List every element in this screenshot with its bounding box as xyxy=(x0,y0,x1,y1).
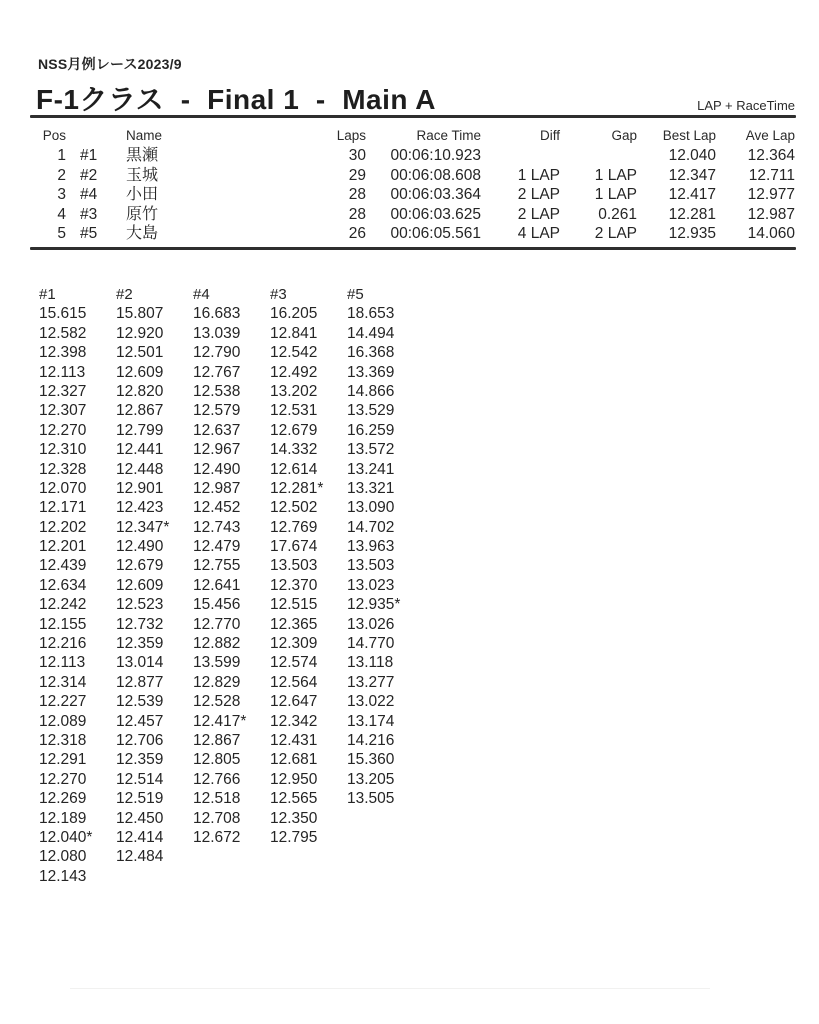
car-number-cell: #2 xyxy=(80,166,98,184)
lap-time: 12.679 xyxy=(270,421,318,439)
lap-time: 12.490 xyxy=(116,538,164,556)
race-time-cell: 00:06:03.625 xyxy=(390,205,481,223)
lap-time: 12.431 xyxy=(270,731,318,749)
lap-time: 12.269 xyxy=(39,790,87,808)
lap-time: 16.683 xyxy=(193,305,241,323)
lap-time: 12.542 xyxy=(270,344,318,362)
lap-column xyxy=(116,285,193,886)
lap-time: 15.807 xyxy=(116,305,164,323)
lap-time: 12.201 xyxy=(39,538,87,556)
lap-time: 16.259 xyxy=(347,421,395,439)
lap-time: 12.829 xyxy=(193,673,241,691)
lap-time: 14.866 xyxy=(347,382,395,400)
lap-time: 13.503 xyxy=(270,557,318,575)
header-best-lap: Best Lap xyxy=(662,128,716,143)
diff-cell: 2 LAP xyxy=(517,186,560,203)
lap-time: 12.920 xyxy=(116,324,164,342)
lap-time: 13.026 xyxy=(347,615,395,633)
lap-time: 14.770 xyxy=(347,635,395,653)
lap-time: 12.609 xyxy=(116,363,164,381)
lap-time: 12.202 xyxy=(39,518,87,536)
best-lap-cell: 12.935 xyxy=(668,225,716,242)
lap-time: 12.439 xyxy=(39,557,87,575)
lap-time: 12.614 xyxy=(270,460,318,478)
best-lap-cell: 12.347 xyxy=(668,166,716,184)
scan-artifact xyxy=(70,988,710,989)
lap-time: 12.370 xyxy=(270,576,318,594)
lap-time: 12.528 xyxy=(193,693,241,711)
lap-time: 12.967 xyxy=(193,441,241,459)
ave-lap-cell: 12.987 xyxy=(747,205,795,223)
car-number-cell: #1 xyxy=(80,147,98,164)
lap-time: 13.023 xyxy=(347,576,395,594)
lap-time: 14.216 xyxy=(347,731,395,749)
position-cell: 4 xyxy=(57,205,66,223)
lap-time: 14.332 xyxy=(270,441,318,459)
lap-time: 12.523 xyxy=(116,596,164,614)
lap-time: 12.882 xyxy=(193,635,241,653)
lap-time: 12.291 xyxy=(39,751,87,769)
lap-time: 12.790 xyxy=(193,344,241,362)
lap-time: 13.241 xyxy=(347,460,395,478)
ave-lap-cell: 12.364 xyxy=(747,147,795,164)
lap-time: 12.040* xyxy=(39,828,93,846)
lap-time: 12.350 xyxy=(270,809,318,827)
driver-name-cell: 小田 xyxy=(126,186,159,203)
lap-time: 12.281* xyxy=(270,479,324,497)
lap-time: 12.805 xyxy=(193,751,241,769)
lap-time: 12.309 xyxy=(270,635,318,653)
position-cell: 3 xyxy=(57,186,66,203)
lap-time: 17.674 xyxy=(270,538,318,556)
lap-time: 12.365 xyxy=(270,615,318,633)
lap-time: 13.529 xyxy=(347,402,395,420)
race-time-cell: 00:06:10.923 xyxy=(390,147,481,164)
lap-time: 12.216 xyxy=(39,635,87,653)
gap-cell: 0.261 xyxy=(598,205,637,223)
driver-name-cell: 黒瀬 xyxy=(126,147,159,164)
lap-time: 12.328 xyxy=(39,460,87,478)
header-laps: Laps xyxy=(336,128,366,143)
ave-lap-cell: 12.711 xyxy=(748,166,795,184)
lap-time: 12.519 xyxy=(116,790,164,808)
lap-time: 12.732 xyxy=(116,615,164,633)
ave-lap-cell: 14.060 xyxy=(747,225,795,242)
lap-time: 12.820 xyxy=(116,382,164,400)
lap-time: 13.202 xyxy=(270,382,318,400)
lap-time: 15.615 xyxy=(39,305,87,323)
header-name: Name xyxy=(126,128,163,143)
lap-time: 12.574 xyxy=(270,654,318,672)
lap-time: 12.242 xyxy=(39,596,87,614)
lap-time: 12.799 xyxy=(116,421,164,439)
diff-cell: 4 LAP xyxy=(517,225,560,242)
car-number-cell: #5 xyxy=(80,225,98,242)
results-header-row xyxy=(30,126,795,146)
lap-time: 12.867 xyxy=(193,731,241,749)
car-number-cell: #4 xyxy=(80,186,98,203)
lap-time: 12.518 xyxy=(193,790,241,808)
lap-column xyxy=(193,285,270,886)
lap-time: 12.766 xyxy=(193,770,241,788)
lap-time: 12.089 xyxy=(39,712,87,730)
lap-time: 12.070 xyxy=(39,479,87,497)
lap-time: 12.531 xyxy=(270,402,318,420)
car-number-cell: #3 xyxy=(80,205,98,223)
lap-time: 12.270 xyxy=(39,770,87,788)
lap-time: 12.310 xyxy=(39,441,87,459)
event-name: NSS月例レース2023/9 xyxy=(38,56,182,72)
lap-time: 12.359 xyxy=(116,635,164,653)
lap-time: 12.841 xyxy=(270,324,318,342)
lap-time: 12.769 xyxy=(270,518,318,536)
lap-time: 12.708 xyxy=(193,809,241,827)
lap-time: 13.022 xyxy=(347,693,395,711)
lap-column xyxy=(39,285,116,886)
lap-time: 12.514 xyxy=(116,770,164,788)
lap-time: 18.653 xyxy=(347,305,395,323)
lap-time: 12.155 xyxy=(39,615,87,633)
lap-time: 12.490 xyxy=(193,460,241,478)
lap-time: 12.423 xyxy=(116,499,164,517)
lap-time: 13.205 xyxy=(347,770,395,788)
lap-time: 12.582 xyxy=(39,324,87,342)
lap-time: 13.277 xyxy=(347,673,395,691)
lap-time: 13.321 xyxy=(347,479,395,497)
lap-time: 13.090 xyxy=(347,499,395,517)
lap-time: 12.414 xyxy=(116,828,164,846)
lap-time: 12.767 xyxy=(193,363,241,381)
header-race-time: Race Time xyxy=(416,128,481,143)
results-divider xyxy=(30,247,796,250)
lap-time: 12.743 xyxy=(193,518,241,536)
lap-time: 12.901 xyxy=(116,479,164,497)
best-lap-cell: 12.417 xyxy=(668,186,716,203)
lap-time: 12.950 xyxy=(270,770,318,788)
lap-time: 12.143 xyxy=(39,867,87,885)
lap-time: 12.637 xyxy=(193,421,241,439)
results-row xyxy=(30,224,795,244)
lap-time: 12.327 xyxy=(39,382,87,400)
lap-time: 13.174 xyxy=(347,712,395,730)
page-title: F-1クラス - Final 1 - Main A xyxy=(36,84,436,115)
lap-column xyxy=(347,285,424,886)
results-row xyxy=(30,146,795,166)
lap-time: 12.270 xyxy=(39,421,87,439)
lap-time: 13.572 xyxy=(347,441,395,459)
lap-time: 13.505 xyxy=(347,790,395,808)
lap-time: 12.987 xyxy=(193,479,241,497)
timing-mode-label: LAP + RaceTime xyxy=(697,98,795,113)
race-time-cell: 00:06:08.608 xyxy=(390,166,481,184)
lap-time: 12.342 xyxy=(270,712,318,730)
lap-time: 12.189 xyxy=(39,809,87,827)
laps-cell: 28 xyxy=(348,186,366,203)
lap-time: 13.118 xyxy=(347,654,394,672)
lap-time: 12.755 xyxy=(193,557,241,575)
results-row xyxy=(30,166,795,186)
lap-time: 12.539 xyxy=(116,693,164,711)
lap-time: 12.672 xyxy=(193,828,241,846)
lap-time: 12.641 xyxy=(193,576,241,594)
lap-time: 12.398 xyxy=(39,344,87,362)
lap-time: 12.171 xyxy=(39,499,87,517)
lap-column-header: #5 xyxy=(347,286,364,303)
lap-time: 12.492 xyxy=(270,363,318,381)
gap-cell: 2 LAP xyxy=(594,225,637,242)
lap-time: 12.564 xyxy=(270,673,318,691)
lap-time: 13.369 xyxy=(347,363,395,381)
diff-cell: 2 LAP xyxy=(517,205,560,223)
lap-time: 12.318 xyxy=(39,731,87,749)
lap-time: 13.963 xyxy=(347,538,395,556)
lap-time: 12.679 xyxy=(116,557,164,575)
lap-time: 12.113 xyxy=(39,654,86,672)
lap-time: 12.417* xyxy=(193,712,247,730)
lap-time: 12.479 xyxy=(193,538,241,556)
header-pos: Pos xyxy=(42,128,66,143)
lap-time: 12.080 xyxy=(39,848,87,866)
lap-time: 12.452 xyxy=(193,499,241,517)
laps-cell: 30 xyxy=(348,147,366,164)
gap-cell: 1 LAP xyxy=(594,186,637,203)
lap-time: 12.347* xyxy=(116,518,170,536)
lap-time: 12.448 xyxy=(116,460,164,478)
lap-time: 12.307 xyxy=(39,402,87,420)
lap-time: 12.359 xyxy=(116,751,164,769)
driver-name-cell: 大島 xyxy=(126,225,159,242)
results-row xyxy=(30,205,795,225)
lap-time: 16.368 xyxy=(347,344,395,362)
best-lap-cell: 12.040 xyxy=(668,147,716,164)
header-divider xyxy=(30,115,796,118)
lap-time: 12.681 xyxy=(270,751,318,769)
lap-column-header: #4 xyxy=(193,286,210,303)
results-rows xyxy=(30,146,795,244)
ave-lap-cell: 12.977 xyxy=(747,186,795,203)
lap-time: 13.599 xyxy=(193,654,241,672)
lap-time: 12.441 xyxy=(116,441,164,459)
lap-time: 12.609 xyxy=(116,576,164,594)
position-cell: 1 xyxy=(57,147,66,164)
lap-column xyxy=(270,285,347,886)
header-ave-lap: Ave Lap xyxy=(745,128,795,143)
lap-times-table xyxy=(39,285,424,886)
lap-time: 12.227 xyxy=(39,693,87,711)
lap-time: 12.647 xyxy=(270,693,318,711)
lap-time: 15.360 xyxy=(347,751,395,769)
position-cell: 5 xyxy=(57,225,66,242)
position-cell: 2 xyxy=(57,166,66,184)
lap-column-header: #2 xyxy=(116,286,133,303)
header-gap: Gap xyxy=(611,128,637,143)
best-lap-cell: 12.281 xyxy=(668,205,716,223)
driver-name-cell: 玉城 xyxy=(126,166,159,184)
gap-cell: 1 LAP xyxy=(594,166,637,184)
lap-time: 12.113 xyxy=(39,363,86,381)
lap-column-header: #1 xyxy=(39,286,56,303)
lap-time: 12.877 xyxy=(116,673,164,691)
race-time-cell: 00:06:03.364 xyxy=(390,186,481,203)
laps-cell: 28 xyxy=(348,205,366,223)
lap-time: 14.494 xyxy=(347,324,395,342)
laps-cell: 29 xyxy=(348,166,366,184)
lap-time: 12.795 xyxy=(270,828,318,846)
results-table xyxy=(30,126,795,244)
lap-time: 13.503 xyxy=(347,557,395,575)
lap-time: 12.706 xyxy=(116,731,164,749)
results-row xyxy=(30,185,795,205)
lap-time: 12.935* xyxy=(347,596,401,614)
header-diff: Diff xyxy=(539,128,560,143)
lap-column-header: #3 xyxy=(270,286,287,303)
driver-name-cell: 原竹 xyxy=(126,205,159,223)
lap-time: 12.634 xyxy=(39,576,87,594)
lap-time: 12.484 xyxy=(116,848,164,866)
race-time-cell: 00:06:05.561 xyxy=(390,225,481,242)
lap-time: 13.039 xyxy=(193,324,241,342)
lap-time: 13.014 xyxy=(116,654,164,672)
lap-time: 12.867 xyxy=(116,402,164,420)
lap-time: 12.770 xyxy=(193,615,241,633)
diff-cell: 1 LAP xyxy=(517,166,560,184)
laps-cell: 26 xyxy=(348,225,366,242)
lap-time: 12.314 xyxy=(39,673,87,691)
lap-time: 12.538 xyxy=(193,382,241,400)
lap-time: 12.502 xyxy=(270,499,318,517)
lap-time: 12.450 xyxy=(116,809,164,827)
lap-time: 12.565 xyxy=(270,790,318,808)
lap-time: 12.579 xyxy=(193,402,241,420)
lap-time: 12.515 xyxy=(270,596,318,614)
lap-time: 16.205 xyxy=(270,305,318,323)
lap-time: 12.501 xyxy=(116,344,164,362)
lap-time: 14.702 xyxy=(347,518,395,536)
lap-time: 12.457 xyxy=(116,712,164,730)
lap-time: 15.456 xyxy=(193,596,241,614)
